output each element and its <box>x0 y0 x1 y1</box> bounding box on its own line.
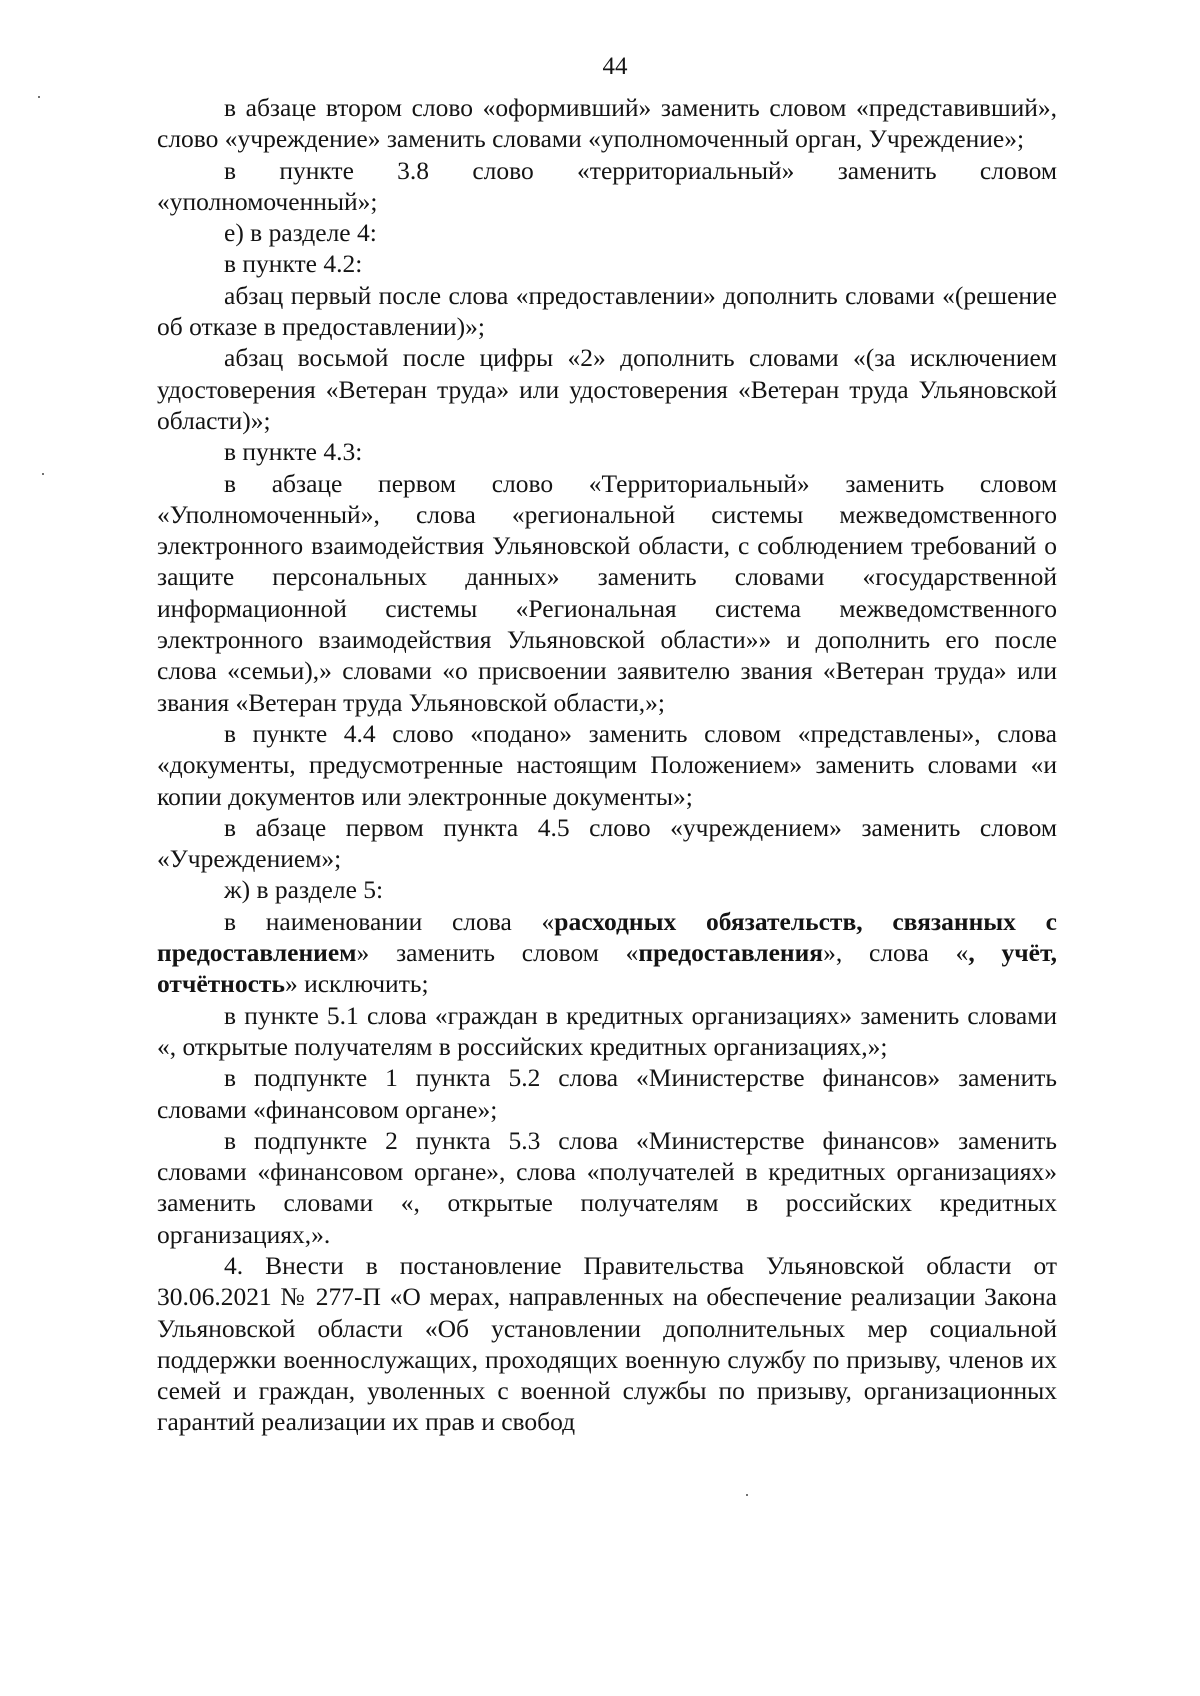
paragraph-3: е) в разделе 4: <box>224 218 377 248</box>
paragraph-15: в подпункте 2 пункта 5.3 слова «Министерстве финансов» заменить словами «финансовом органе», слова «получателей в кредитных организациях» заменить словами «, открытые получателям в российских кредитных организациях,». <box>157 1125 1057 1249</box>
paragraph-10: в абзаце первом пункта 4.5 слово «учреждением» заменить словом «Учреждением»; <box>157 812 1057 874</box>
paragraph-12-part-3: » заменить словом « <box>356 938 639 968</box>
paragraph-11: ж) в разделе 5: <box>224 875 384 905</box>
scan-speck <box>42 473 44 475</box>
paragraph-12-part-1: в наименовании слова « <box>224 906 555 936</box>
scan-speck <box>38 96 40 98</box>
paragraph-4: в пункте 4.2: <box>224 249 363 279</box>
paragraph-8: в абзаце первом слово «Территориальный» заменить словом «Уполномоченный», слова «региональной системы межведомственного электронного взаимодействия Ульяновской области, с соблюдением требований о защите персональных данных» заменить словами «государственной информационной системы «Региональная система межведомственного электронного взаимодействия Ульяновской области»» и дополнить его после слова «семьи),» словами «о присвоении заявителю звания «Ветеран труда» или звания «Ветеран труда Ульяновской области,»; <box>157 468 1057 717</box>
paragraph-2: в пункте 3.8 слово «территориальный» заменить словом «уполномоченный»; <box>157 155 1057 216</box>
paragraph-13: в пункте 5.1 слова «граждан в кредитных организациях» заменить словами «, открытые получателям в российских кредитных организациях,»; <box>157 1000 1057 1061</box>
document-body <box>157 92 1057 1438</box>
scan-speck <box>746 1494 748 1496</box>
paragraph-9: в пункте 4.4 слово «подано» заменить словом «представлены», слова «документы, предусмотренные настоящим Положением» заменить словами «и копии документов или электронные документы»; <box>157 718 1057 811</box>
paragraph-12-bold-3: , учёт, отчётность <box>157 938 1057 999</box>
paragraph-12-bold-1: расходных обязательств, связанных с предоставлением <box>157 906 1057 968</box>
paragraph-14: в подпункте 1 пункта 5.2 слова «Министерстве финансов» заменить словами «финансовом органе»; <box>157 1063 1057 1124</box>
paragraph-6: абзац восьмой после цифры «2» дополнить словами «(за исключением удостоверения «Ветеран труда» или удостоверения «Ветеран труда Ульяновской области)»; <box>157 343 1057 435</box>
paragraph-12-part-7: » исключить; <box>284 969 429 999</box>
paragraph-12-bold-2: предоставления <box>638 938 824 968</box>
page-number: 44 <box>602 53 628 80</box>
paragraph-5: абзац первый после слова «предоставлении» дополнить словами «(решение об отказе в предоставлении)»; <box>157 280 1057 342</box>
paragraph-12 <box>157 906 1057 1000</box>
paragraph-7: в пункте 4.3: <box>224 437 363 467</box>
paragraph-1: в абзаце втором слово «оформивший» заменить словом «представивший», слово «учреждение» заменить словами «уполномоченный орган, Учреждение»; <box>157 93 1057 154</box>
paragraph-12-part-5: », слова « <box>823 938 969 968</box>
paragraph-16: 4. Внести в постановление Правительства Ульяновской области от 30.06.2021 № 277-П «О мерах, направленных на обеспечение реализации Закона Ульяновской области «Об установлении дополнительных мер социальной поддержки военнослужащих, проходящих военную службу по призыву, членов их семей и граждан, уволенных с военной службы по призыву, организационных гарантий реализации их прав и свобод <box>157 1250 1057 1437</box>
